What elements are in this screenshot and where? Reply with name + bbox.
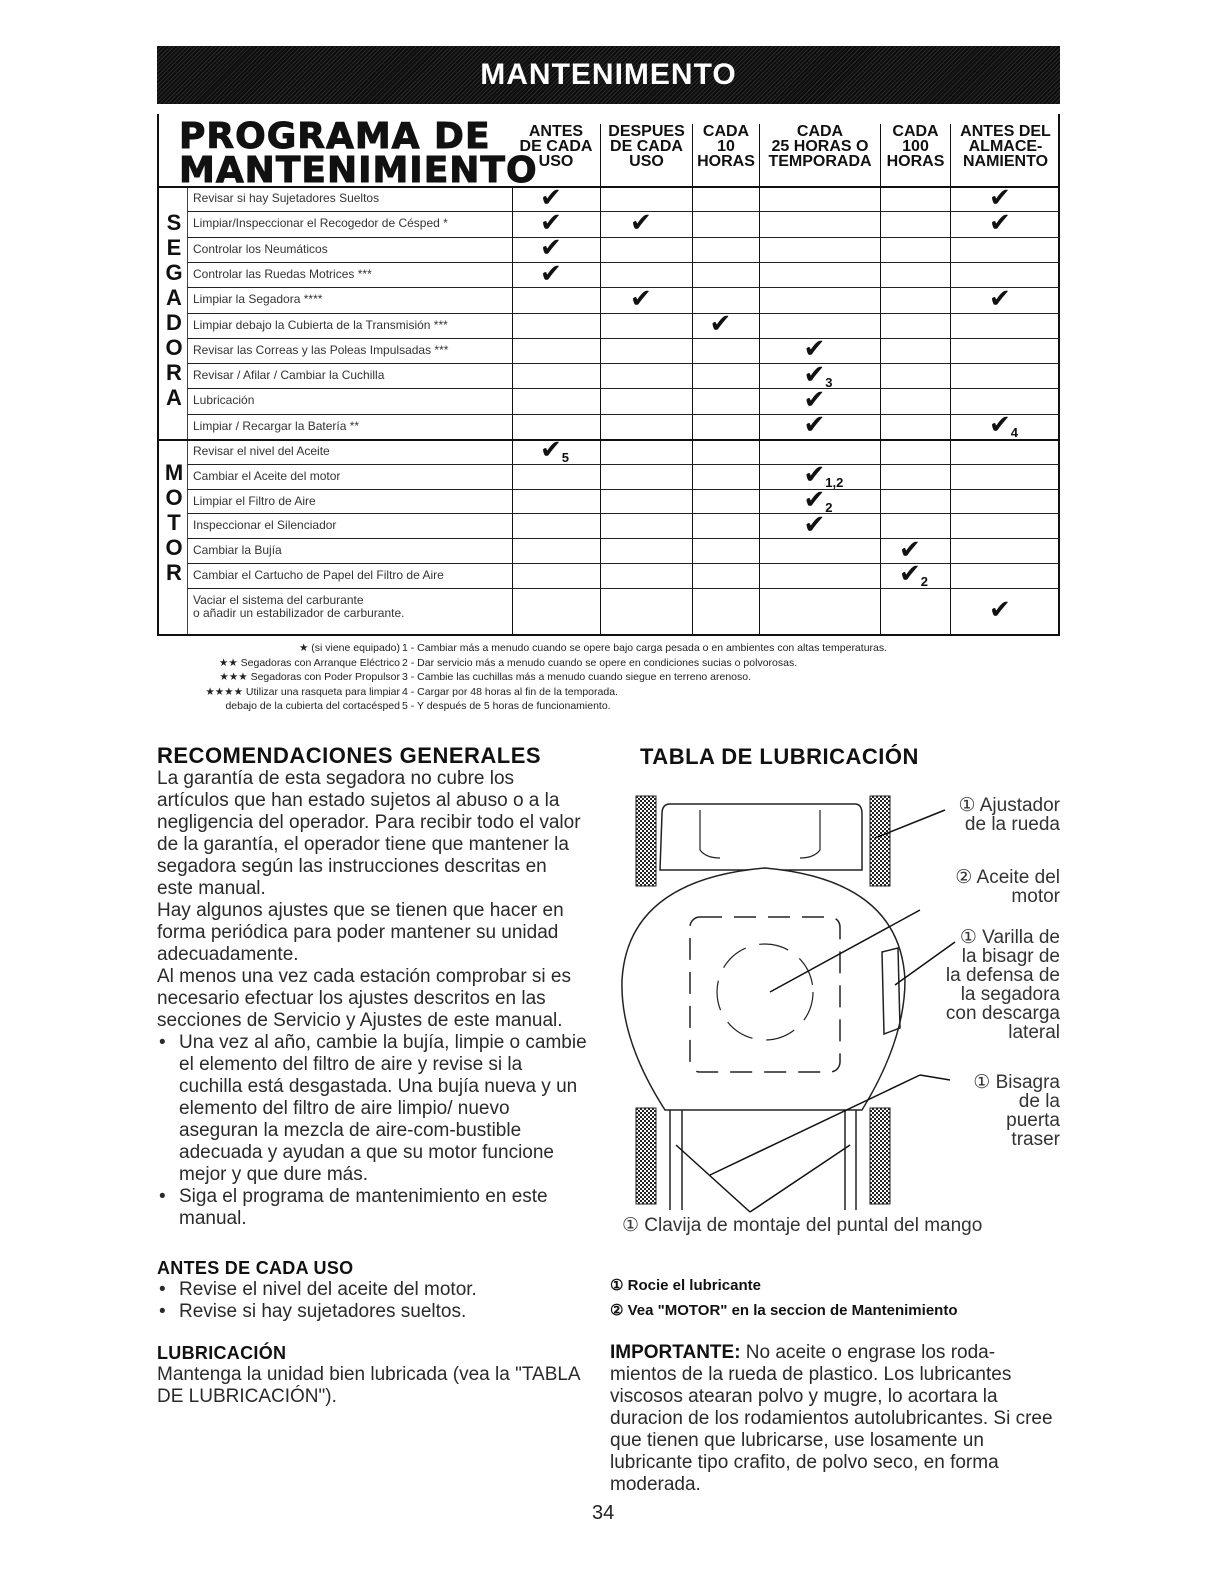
important-note (610, 1342, 1060, 1496)
check-mark: ✔ (630, 207, 652, 238)
column-header: ANTES DE CADA USO (519, 123, 593, 170)
check-mark: ✔ (540, 258, 562, 289)
vertical-letter-segadora: D (166, 310, 182, 335)
column-divider (759, 186, 760, 634)
row-divider (187, 237, 1060, 238)
table-row-task: Vaciar el sistema del carburante o añadir un estabilizador de carburante. (193, 592, 405, 620)
recommendations-paragraph-1: La garantía de esta segadora no cubre los artículos que han estado sujetos al abuso o a la negligencia del operador. Para recibir todo el valor de la garantía, el operador tiene que mantener la segadora según las instrucciones descritas en este manual. (157, 768, 581, 899)
rear-right-wheel (870, 1108, 890, 1204)
vertical-letter-motor: R (166, 560, 182, 585)
label-wheel-adjuster: ① Ajustador de la rueda (958, 795, 1060, 835)
list-item: • Siga el programa de mantenimiento en este manual. (157, 1186, 587, 1230)
before-each-use-list (157, 1279, 587, 1323)
note-see-motor: ② Vea "MOTOR" en la seccion de Mantenimiento (610, 1302, 958, 1319)
table-row-task: Revisar las Correas y las Poleas Impulsadas *** (193, 342, 449, 357)
row-divider (187, 513, 1060, 514)
column-divider (512, 186, 513, 634)
table-row-task: Controlar los Neumáticos (193, 241, 328, 256)
check-mark: ✔ (989, 594, 1011, 625)
column-header: DESPUES DE CADA USO (600, 124, 692, 186)
general-recommendations (157, 744, 587, 1408)
table-row-task: Inspeccionar el Silenciador (193, 518, 337, 533)
front-right-wheel (870, 796, 890, 886)
check-mark: ✔ (803, 385, 826, 416)
banner-title: MANTENIMENTO (480, 58, 737, 91)
column-divider (692, 186, 693, 634)
column-header: CADA 10 HORAS (692, 124, 759, 186)
schedule-title-line2: MANTENIMIENTO (179, 150, 538, 191)
front-left-wheel (636, 796, 656, 886)
row-divider (187, 211, 1060, 212)
row-divider (187, 313, 1060, 314)
check-mark: ✔ (803, 334, 826, 365)
column-divider (950, 186, 951, 634)
table-row-task: Cambiar la Bujía (193, 543, 282, 558)
column-divider (880, 186, 881, 634)
footnote-legend: ★ (si viene equipado) (298, 642, 400, 654)
label-rear-door-hinge: ① Bisagra de la puerta traser (973, 1072, 1060, 1150)
check-mark: $✔_3$ (803, 359, 833, 390)
column-divider (187, 186, 188, 634)
vertical-letter-segadora: G (165, 260, 183, 285)
column-divider (600, 186, 601, 634)
check-mark: ✔ (989, 182, 1011, 213)
column-header: CADA 100 HORAS (880, 124, 950, 186)
check-mark: ✔ (540, 207, 562, 238)
row-divider (187, 538, 1060, 539)
row-divider (187, 464, 1060, 465)
row-divider (187, 414, 1060, 415)
vertical-letter-segadora: O (165, 335, 183, 360)
check-mark: ✔ (989, 207, 1011, 238)
check-mark: ✔ (803, 410, 826, 441)
check-mark: ✔ (540, 233, 562, 264)
table-row-task: Limpiar el Filtro de Aire (193, 493, 316, 508)
row-divider (159, 439, 1060, 441)
row-divider (187, 588, 1060, 589)
check-mark: ✔ (540, 182, 562, 213)
check-mark: $✔_4$ (989, 410, 1019, 441)
table-row-task: Cambiar el Aceite del motor (193, 468, 341, 483)
footnote-numbered: 5 - Y después de 5 horas de funcionamiento. (402, 700, 611, 712)
row-divider (187, 563, 1060, 564)
footnote-legend: ★★★ Segadoras con Poder Propulsor (219, 671, 400, 683)
rear-left-wheel (636, 1108, 656, 1204)
footnote-numbered: 3 - Cambie las cuchillas más a menudo cuando siegue en terreno arenoso. (402, 671, 752, 683)
table-row-task: Cambiar el Cartucho de Papel del Filtro de Aire (193, 568, 444, 582)
check-mark: ✔ (989, 283, 1011, 314)
vertical-letter-motor: O (165, 485, 183, 510)
maintenance-banner (157, 46, 1060, 104)
row-divider (187, 489, 1060, 490)
label-engine-oil: ② Aceite del motor (955, 867, 1060, 907)
grass-catcher (660, 804, 862, 870)
column-header: CADA 25 HORAS O TEMPORADA (759, 124, 880, 186)
vertical-letter-motor: M (164, 460, 184, 485)
table-row-task: Limpiar debajo la Cubierta de la Transmisión *** (193, 317, 448, 332)
recommendations-heading: RECOMENDACIONES GENERALES (157, 743, 542, 768)
footnote-numbered: 1 - Cambiar más a menudo cuando se opere bajo carga pesada o en ambientes con altas temperaturas. (402, 642, 888, 654)
lubrication-heading: LUBRICACIÓN (157, 1343, 287, 1363)
vertical-letter-motor: O (165, 535, 183, 560)
lubrication-notes (610, 1276, 1060, 1326)
table-row-task: Revisar / Afilar / Cambiar la Cuchilla (193, 368, 385, 383)
row-divider (187, 388, 1060, 389)
recommendations-list (157, 1032, 587, 1230)
vertical-letter-segadora: A (166, 285, 182, 310)
recommendations-paragraph-2: Hay algunos ajustes que se tienen que hacer en forma periódica para poder mantener su unidad adecuadamente. (157, 900, 564, 965)
row-divider (187, 287, 1060, 288)
table-row-task: Limpiar/Inspeccionar el Recogedor de Césped * (193, 216, 448, 231)
schedule-title-line1: PROGRAMA DE (179, 116, 491, 157)
mower-deck (622, 868, 905, 1110)
maintenance-schedule-table (157, 114, 1060, 636)
footnote-legend: ★★★★ Utilizar una rasqueta para limpiar (205, 685, 400, 698)
label-handle-mounting-pin: ① Clavija de montaje del puntal del mango (622, 1215, 983, 1236)
check-mark: $✔_5$ (540, 435, 570, 466)
check-mark: ✔ (630, 283, 652, 314)
column-header: ANTES DEL ALMACE- NAMIENTO (950, 124, 1060, 186)
vertical-letter-segadora: S (166, 210, 182, 235)
check-mark: $✔_2$ (899, 559, 929, 590)
list-item: • Revise el nivel del aceite del motor. (157, 1279, 587, 1301)
lubrication-chart-title: TABLA DE LUBRICACIÓN (640, 744, 919, 769)
before-each-use-heading: ANTES DE CADA USO (157, 1258, 354, 1278)
list-item: • Revise si hay sujetadores sueltos. (157, 1301, 587, 1323)
check-mark: $✔_{1,2}$ (803, 460, 844, 491)
label-hinge-rod: ① Varilla de la bisagr de la defensa de la segadora con descarga lateral (945, 927, 1060, 1043)
note-spray-lubricant: ① Rocie el lubricante (610, 1277, 761, 1294)
important-label: IMPORTANTE: (610, 1342, 741, 1363)
vertical-letter-segadora: E (166, 235, 182, 260)
check-mark: ✔ (803, 509, 826, 540)
page-number: 34 (592, 1502, 615, 1524)
check-mark: ✔ (899, 534, 921, 565)
table-row-task: Limpiar la Segadora **** (193, 292, 323, 307)
schedule-grid (159, 114, 1062, 636)
check-mark: $✔_2$ (803, 485, 833, 515)
lubrication-diagram (600, 780, 1070, 1250)
important-text: No aceite o engrase los roda-mientos de la rueda de plastico. Los lubricantes viscosos atearan polvo y mugre, lo acortara la duracion de los rodamientos autolubricantes. Si cree que tienen que lubricarse, use losamente un lubricante tipo crafito, de polvo seco, en forma moderada. (610, 1342, 1053, 1495)
table-row-task: Lubricación (193, 393, 255, 408)
footnote-legend: ★★ Segadoras con Arranque Eléctrico (218, 656, 400, 669)
table-row-task: Revisar el nivel del Aceite (193, 444, 330, 458)
list-item: • Una vez al año, cambie la bujía, limpie o cambie el elemento del filtro de aire y revise si la cuchilla está desgastada. Una bujía nueva y un elemento del filtro de aire limpio/ nuevo aseguran la mezcla de aire-com-bustible adecuada y ayudan a que su motor funcione mejor y que dure más. (157, 1032, 587, 1186)
check-mark: ✔ (709, 309, 732, 340)
table-row-task: Revisar si hay Sujetadores Sueltos (193, 191, 380, 205)
vertical-letter-segadora: A (166, 385, 182, 410)
footnote-numbered: 2 - Dar servicio más a menudo cuando se opere en condiciones sucias o polvorosas. (402, 656, 798, 669)
vertical-letter-motor: T (167, 510, 181, 535)
recommendations-paragraph-3: Al menos una vez cada estación comprobar si es necesario efectuar los ajustes descritos en las secciones de Servicio y Ajustes de este manual. (157, 966, 571, 1031)
lubrication-text: Mantenga la unidad bien lubricada (vea la "TABLA DE LUBRICACIÓN"). (157, 1364, 580, 1407)
footnote-numbered: 4 - Cargar por 48 horas al fin de la temporada. (402, 685, 618, 698)
table-row-task: Controlar las Ruedas Motrices *** (193, 266, 372, 281)
vertical-letter-segadora: R (166, 360, 182, 385)
row-divider (187, 363, 1060, 364)
row-divider (187, 338, 1060, 339)
row-divider (187, 262, 1060, 263)
row-divider (159, 186, 1060, 188)
footnote-legend: debajo de la cubierta del cortacésped (225, 700, 400, 712)
table-row-task: Limpiar / Recargar la Batería ** (193, 418, 360, 433)
